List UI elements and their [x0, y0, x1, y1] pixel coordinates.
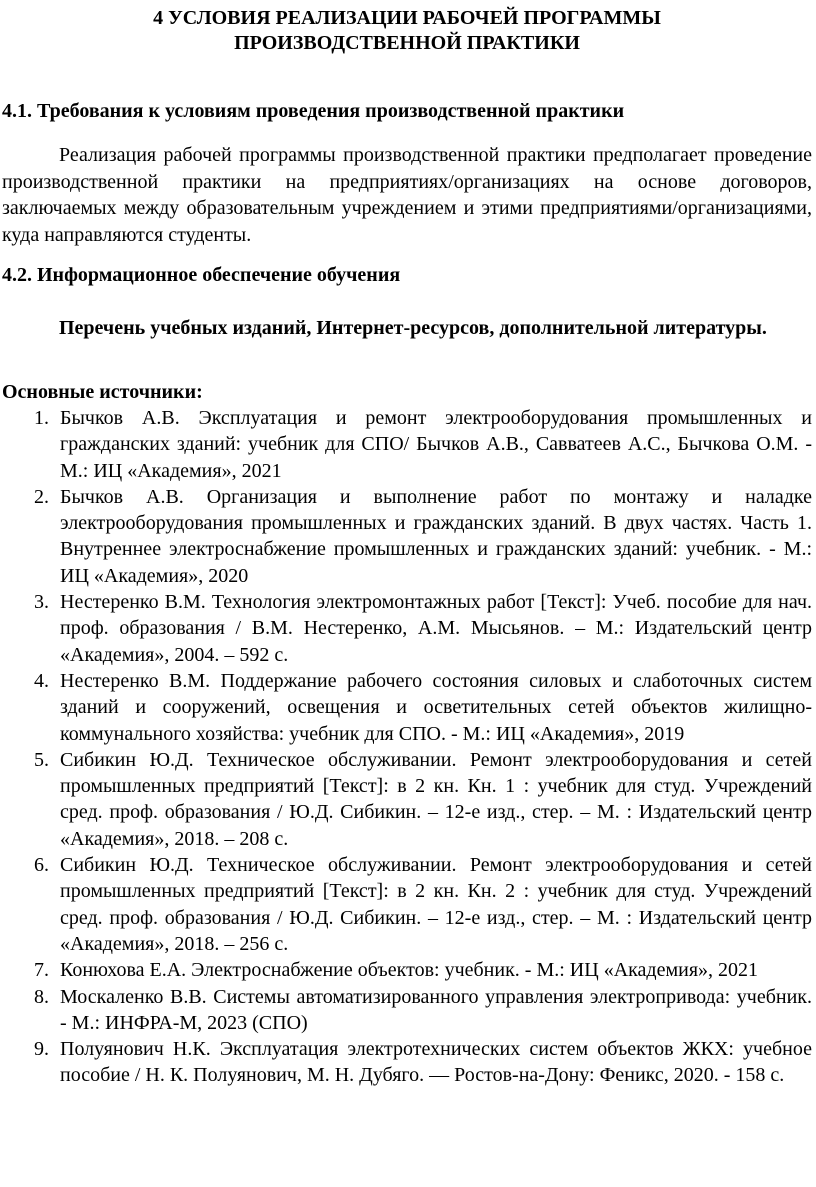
list-item-text: Сибикин Ю.Д. Техническое обслуживании. Ремонт электрооборудования и сетей промышленных предприятий [Текст]: в 2 кн. Кн. 1 : учебник для студ. Учреждений сред. проф. образования / Ю.Д. Сибикин. – 12-е изд., стер. – М. : Издательский центр «Академия», 2018. – 208 с.: [60, 748, 812, 850]
list-item-text: Нестеренко В.М. Технология электромонтажных работ [Текст]: Учеб. пособие для нач. проф. образования / В.М. Нестеренко, А.М. Мысьянов. – М.: Издательский центр «Академия», 2004. – 592 с.: [60, 591, 812, 666]
main-sources-list: [2, 405, 812, 1089]
list-item-number: 8.: [34, 985, 49, 1008]
list-item-number: 6.: [34, 854, 49, 877]
list-item: [2, 957, 812, 983]
page-title: [2, 0, 812, 56]
list-item-number: 4.: [34, 669, 49, 692]
list-item-number: 7.: [34, 959, 49, 982]
list-item-text: Нестеренко В.М. Поддержание рабочего состояния силовых и слаботочных систем зданий и сооружений, освещения и осветительных сетей объектов жилищно-коммунального хозяйства: учебник для СПО. - М.: ИЦ «Академия», 2019: [60, 669, 812, 745]
list-item-number: 5.: [34, 748, 49, 771]
list-item-number: 2.: [34, 485, 49, 508]
page-title-line-2: ПРОИЗВОДСТВЕННОЙ ПРАКТИКИ: [234, 32, 580, 54]
section-4-1-paragraph: Реализация рабочей программы производственной практики предполагает проведение производственной практики на предприятиях/организациях на основе договоров, заключаемых между образовательным учреждением и этими предприятиями/организациями, куда направляются студенты.: [2, 144, 812, 246]
literature-list-subheading: Перечень учебных изданий, Интернет-ресурсов, дополнительной литературы.: [59, 317, 767, 339]
page-title-line-1: 4 УСЛОВИЯ РЕАЛИЗАЦИИ РАБОЧЕЙ ПРОГРАММЫ: [153, 7, 661, 29]
list-item-text: Сибикин Ю.Д. Техническое обслуживании. Ремонт электрооборудования и сетей промышленных предприятий [Текст]: в 2 кн. Кн. 2 : учебник для студ. Учреждений сред. проф. образования / Ю.Д. Сибикин. – 12-е изд., стер. – М. : Издательский центр «Академия», 2018. – 256 с.: [60, 854, 812, 955]
list-item: [2, 484, 812, 589]
list-item-text: Полуянович Н.К. Эксплуатация электротехнических систем объектов ЖКХ: учебное пособие / Н. К. Полуянович, М. Н. Дубяго. — Ростов-на-Дону: Феникс, 2020. - 158 с.: [60, 1038, 812, 1087]
list-item: [2, 852, 812, 957]
main-sources-label: Основные источники:: [2, 381, 203, 403]
list-item-number: 1.: [34, 407, 49, 429]
list-item: [2, 405, 812, 484]
list-item: [2, 1036, 812, 1089]
list-item-text: Москаленко В.В. Системы автоматизированного управления электропривода: учебник. - М.: ИНФРА-М, 2023 (СПО): [60, 985, 812, 1034]
list-item: [2, 747, 812, 852]
section-4-2-heading: 4.2. Информационное обеспечение обучения: [2, 264, 401, 286]
list-item-number: 9.: [34, 1038, 49, 1061]
list-item-text: Бычков А.В. Эксплуатация и ремонт электрооборудования промышленных и гражданских зданий: учебник для СПО/ Бычков А.В., Савватеев А.С., Бычкова О.М. - М.: ИЦ «Академия», 2021: [60, 407, 812, 482]
list-item-text: Конюхова Е.А. Электроснабжение объектов: учебник. - М.: ИЦ «Академия», 2021: [60, 959, 759, 982]
list-item: [2, 668, 812, 747]
section-4-1-heading: 4.1. Требования к условиям проведения производственной практики: [2, 100, 625, 122]
list-item-number: 3.: [34, 591, 49, 614]
list-item: [2, 984, 812, 1037]
list-item: [2, 589, 812, 668]
list-item-text: Бычков А.В. Организация и выполнение работ по монтажу и наладке электрооборудования промышленных и гражданских зданий. В двух частях. Часть 1. Внутреннее электроснабжение промышленных и гражданских зданий: учебник. - М.: ИЦ «Академия», 2020: [60, 485, 812, 587]
